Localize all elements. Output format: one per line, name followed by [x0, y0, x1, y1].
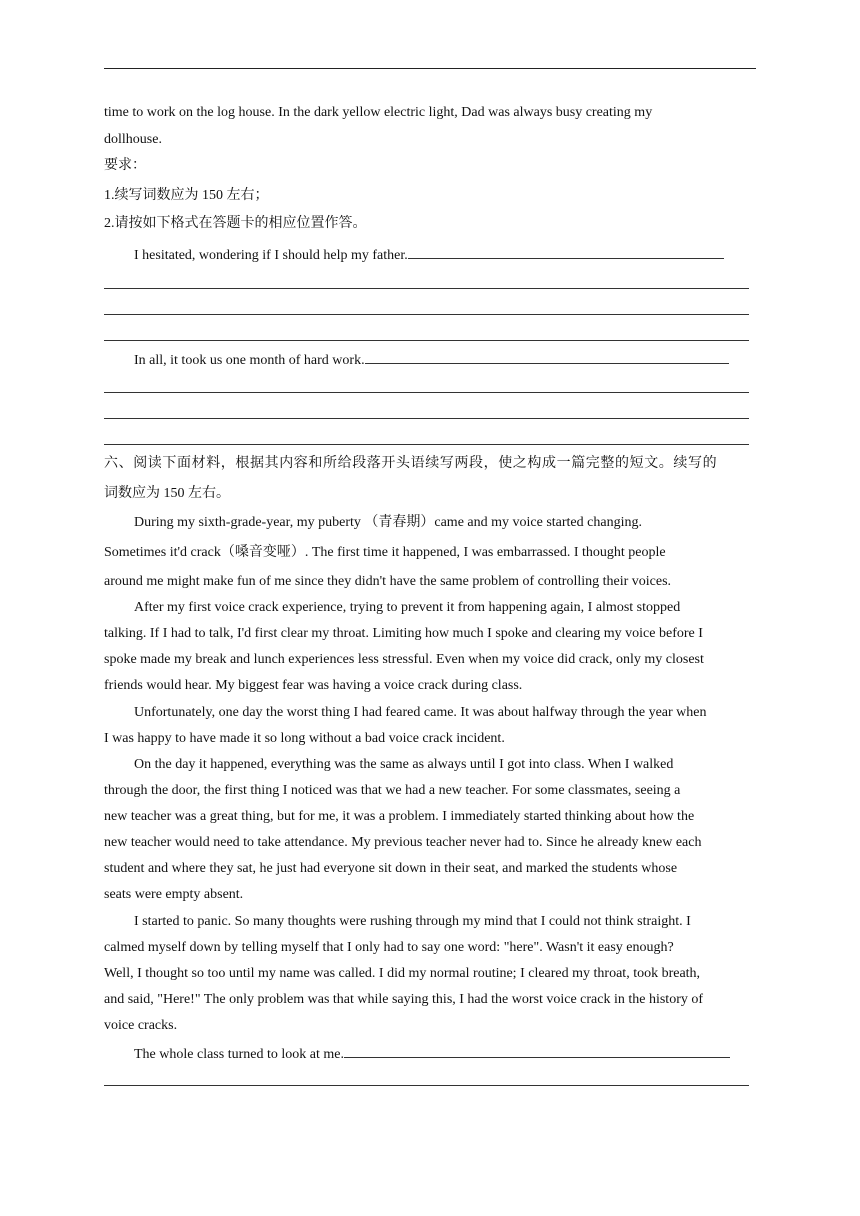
passage-line: Well, I thought so too until my name was called. I did my normal routine; I cleared my throat, took breath, — [104, 966, 701, 981]
passage-line: spoke made my break and lunch experiences less stressful. Even when my voice did crack, only my closest — [104, 652, 704, 667]
answer-line[interactable] — [104, 1085, 749, 1086]
passage-line: voice cracks. — [104, 1018, 178, 1033]
passage-line: new teacher was a great thing, but for me, it was a problem. I immediately started thinking about how the — [104, 809, 695, 824]
prompt-paragraph-3 — [104, 1043, 756, 1064]
passage-line: through the door, the first thing I noticed was that we had a new teacher. For some classmates, seeing a — [104, 783, 681, 798]
prompt-paragraph-1 — [104, 244, 756, 265]
passage-line: During my sixth-grade-year, my puberty （青春期）came and my voice started changing. — [134, 515, 642, 530]
section-six-heading: 六、阅读下面材料，根据其内容和所给段落开头语续写两段，使之构成一篇完整的短文。续写的 — [104, 456, 718, 471]
answer-line[interactable] — [104, 288, 749, 289]
passage-line: calmed myself down by telling myself that I only had to say one word: "here". Wasn't it easy enough? — [104, 940, 674, 955]
passage-line: and said, "Here!" The only problem was that while saying this, I had the worst voice crack in the history of — [104, 992, 704, 1007]
answer-blank[interactable] — [365, 349, 729, 364]
answer-blank[interactable] — [408, 244, 724, 259]
passage-line: seats were empty absent. — [104, 887, 244, 902]
answer-line[interactable] — [104, 444, 749, 445]
passage-line: I was happy to have made it so long without a bad voice crack incident. — [104, 731, 505, 746]
requirement-2: 2.请按如下格式在答题卡的相应位置作答。 — [104, 216, 367, 231]
passage-line: Sometimes it'd crack（嗓音变哑）. The first time it happened, I was embarrassed. I thought people — [104, 545, 666, 560]
passage-line: After my first voice crack experience, trying to prevent it from happening again, I almost stopped — [134, 600, 681, 615]
prompt-text: In all, it took us one month of hard work. — [134, 353, 365, 368]
header-rule — [104, 68, 756, 69]
passage-line: Unfortunately, one day the worst thing I had feared came. It was about halfway through the year when — [134, 705, 707, 720]
requirements-heading: 要求： — [104, 158, 146, 173]
answer-line[interactable] — [104, 418, 749, 419]
passage-line: I started to panic. So many thoughts were rushing through my mind that I could not think straight. I — [134, 914, 691, 929]
requirement-1: 1.续写词数应为 150 左右； — [104, 188, 269, 203]
answer-line[interactable] — [104, 392, 749, 393]
prompt-text: The whole class turned to look at me. — [134, 1047, 344, 1062]
prompt-paragraph-2 — [104, 349, 756, 370]
answer-line[interactable] — [104, 340, 749, 341]
passage-line: new teacher would need to take attendance. My previous teacher never had to. Since he already knew each — [104, 835, 702, 850]
passage-line: friends would hear. My biggest fear was having a voice crack during class. — [104, 678, 523, 693]
passage-line: student and where they sat, he just had everyone sit down in their seat, and marked the students whose — [104, 861, 678, 876]
prompt-text: I hesitated, wondering if I should help my father. — [134, 248, 408, 263]
passage-line: around me might make fun of me since they didn't have the same problem of controlling their voices. — [104, 574, 672, 589]
text-line: dollhouse. — [104, 132, 162, 147]
passage-line: talking. If I had to talk, I'd first clear my throat. Limiting how much I spoke and clearing my voice before I — [104, 626, 703, 641]
text-line: time to work on the log house. In the dark yellow electric light, Dad was always busy creating my — [104, 105, 653, 120]
section-six-heading-cont: 词数应为 150 左右。 — [104, 486, 230, 501]
passage-line: On the day it happened, everything was the same as always until I got into class. When I walked — [134, 757, 674, 772]
answer-line[interactable] — [104, 314, 749, 315]
answer-blank[interactable] — [344, 1043, 730, 1058]
